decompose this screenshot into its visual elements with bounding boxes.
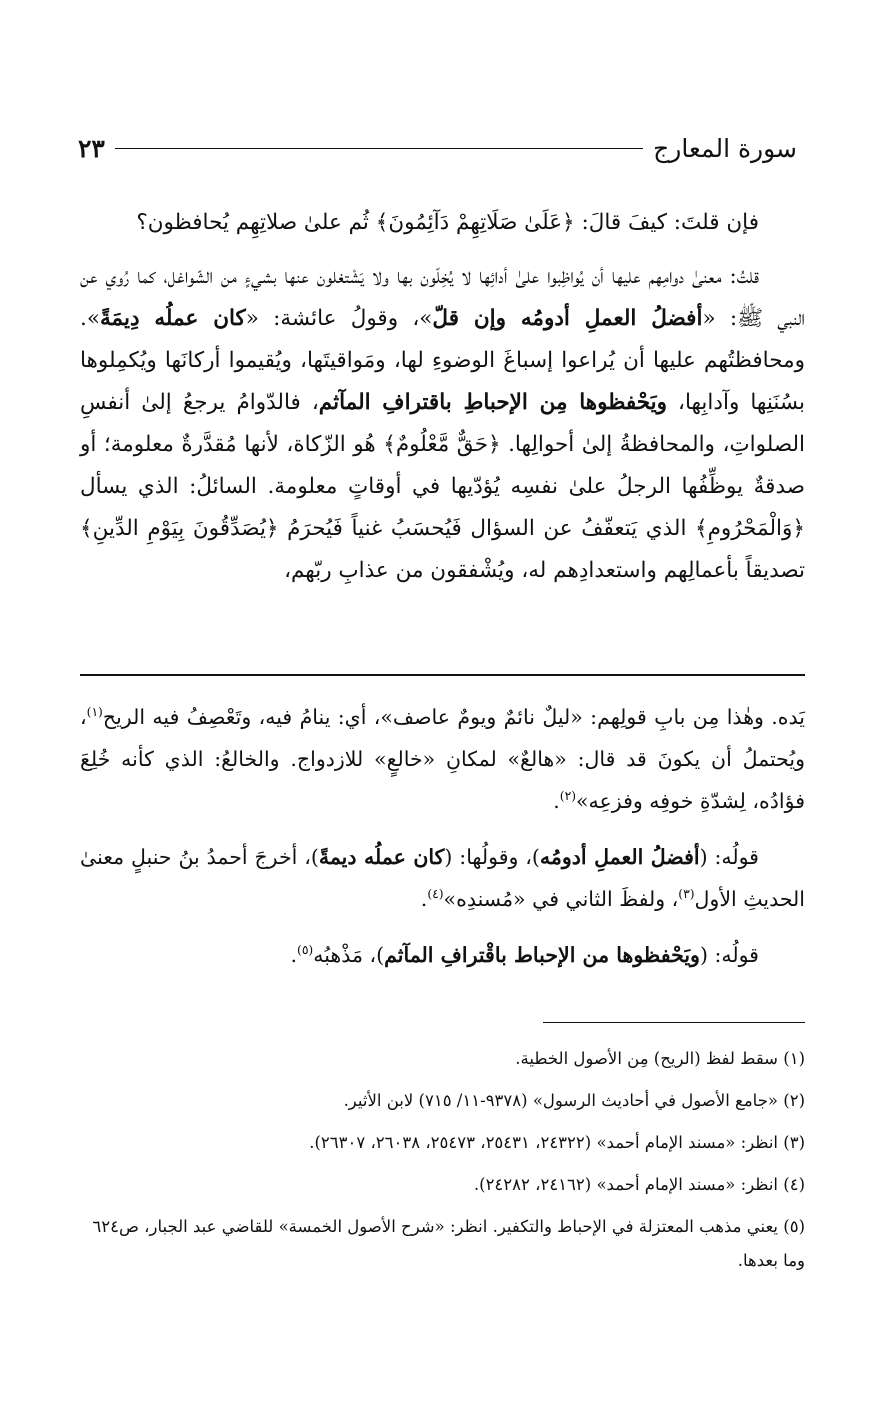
annotation-bold-2b: كان عملُه ديمةً — [318, 845, 445, 869]
page-number: ٢٣ — [78, 133, 105, 163]
footnote-ref-5: (٥) — [297, 943, 314, 958]
answer-text-4: ، فالدّوامُ يرجعُ إلىٰ أنفسِ الصلواتِ، والمحافظةُ إلىٰ أحوالِها. ﴿حَقٌّ مَّعْلُومٌ﴾ هُو الزّكاة، لأنها مُقدَّرةٌ معلومة؛ أو صدقةٌ يوظِّفُها الرجلُ علىٰ نفسِه يُؤدّيها في أوقاتٍ معلومة. السائلُ: الذي يسأل ﴿وَالْمَحْرُومِ﴾ الذي يَتعفّفُ عن السؤال فَيُحسَبُ غنياً فَيُحرَمُ ﴿يُصَدِّقُونَ بِيَوْمِ الدِّينِ﴾ تصديقاً بأعمالِهم واستعدادِهم له، ويُشْفقون من عذابِ ربّهم، — [80, 390, 805, 583]
hadith-quote-1: أفضلُ العملِ أدومُه وإن قلّ — [432, 306, 703, 331]
annotation-bold-2a: أفضلُ العملِ أدومُه — [539, 845, 700, 869]
hadith-quote-2: كان عملُه دِيمَةً — [100, 306, 246, 331]
answer-bold-phrase: ويَحْفظوها مِن الإحباطِ باقترافِ المآثم — [318, 390, 667, 415]
footnote-1: (١) سقط لفظ (الريح) مِن الأصول الخطية. — [515, 1049, 805, 1068]
footnote-3: (٣) انظر: «مسند الإمام أحمد» (٢٤٣٢٢، ٢٥٤٣١، ٢٥٤٧٣، ٢٦٠٣٨، ٢٦٣٠٧). — [309, 1133, 805, 1152]
annotation-paragraph-2 — [80, 836, 805, 920]
page-header — [78, 128, 797, 168]
commentary-text — [80, 202, 805, 602]
section-divider — [80, 674, 805, 676]
question-paragraph: فإن قلتَ: كيفَ قالَ: ﴿عَلَىٰ صَلَاتِهِمْ دَآئِمُونَ﴾ ثُم علىٰ صلاتِهِم يُحافظون؟ — [136, 210, 759, 235]
running-title: سورة المعارج — [653, 133, 797, 163]
annotation-text-3a: قولُه: ( — [699, 943, 759, 967]
annotation-text-2e: . — [420, 887, 428, 911]
annotation-text-3b: )، مَذْهبُه — [313, 943, 385, 967]
annotation-paragraph-3 — [80, 934, 805, 976]
annotation-text-1c: . — [553, 789, 560, 813]
footnote-ref-3: (٣) — [678, 887, 695, 902]
footnotes — [80, 1042, 805, 1286]
annotation-text — [80, 696, 805, 990]
footnote-ref-4: (٤) — [427, 887, 444, 902]
footnote-2: (٢) «جامع الأصول في أحاديث الرسول» (٩٣٧٨-١١/ ٧١٥) لابن الأثير. — [343, 1091, 805, 1110]
annotation-text-2d: ، ولفظَ الثاني في «مُسندِه» — [443, 887, 679, 911]
answer-text-2: »، وقولُ عائشة: « — [245, 306, 433, 331]
footnote-divider — [543, 1022, 805, 1023]
annotation-text-2a: قولُه: ( — [699, 845, 759, 869]
annotation-text-1a: يَده. وهٰذا مِن بابِ قولِهم: «ليلٌ نائمٌ ويومٌ عاصف»، أي: ينامُ فيه، وتَعْصِفُ فيه الريح — [102, 705, 805, 729]
annotation-text-3c: . — [290, 943, 297, 967]
answer-text-1: قلتُ: معنىٰ دوامِهم عليها أن يُواظِبوا علىٰ أدائِها لا يُخِلّون بها ولا يَشْتغلون عنها بشيءٍ من الشّواغل، كما رُوي عن النبي ﷺ: « — [80, 264, 805, 331]
annotation-text-1b: ، ويُحتملُ أن يكونَ قد قال: «هالعٌ» لمكانِ «خالعٍ» للازدواج. والخالعُ: الذي كأنه خُلِعَ فؤادُه، لِشدّةِ خوفِه وفزعِه» — [80, 705, 805, 813]
footnote-4: (٤) انظر: «مسند الإمام أحمد» (٢٤١٦٢، ٢٤٢٨٢). — [473, 1175, 805, 1194]
annotation-paragraph-1 — [80, 696, 805, 822]
header-rule — [115, 148, 643, 149]
footnote-5: (٥) يعني مذهب المعتزلة في الإحباط والتكفير. انظر: «شرح الأصول الخمسة» للقاضي عبد الجبار، ص٦٢٤ وما بعدها. — [92, 1217, 805, 1270]
annotation-bold-3: ويَحْفظوها من الإحباط باقْترافِ المآثم — [384, 943, 700, 967]
annotation-text-2c: )، أخرجَ أحمدُ بنُ حنبلٍ معنىٰ الحديثِ الأول — [80, 845, 805, 911]
answer-paragraph — [80, 256, 805, 592]
footnote-ref-2: (٢) — [559, 789, 577, 804]
answer-text-3: ». ومحافظتُهم عليها أن يُراعوا إسباغَ الوضوءِ لها، ومَواقيتَها، ويُقيموا أركانَها ويُكمِلوها بسُنَنِها وآدابِها، — [80, 306, 805, 415]
annotation-text-2b: )، وقولُها: ( — [444, 845, 540, 869]
footnote-ref-1: (١) — [86, 705, 103, 720]
